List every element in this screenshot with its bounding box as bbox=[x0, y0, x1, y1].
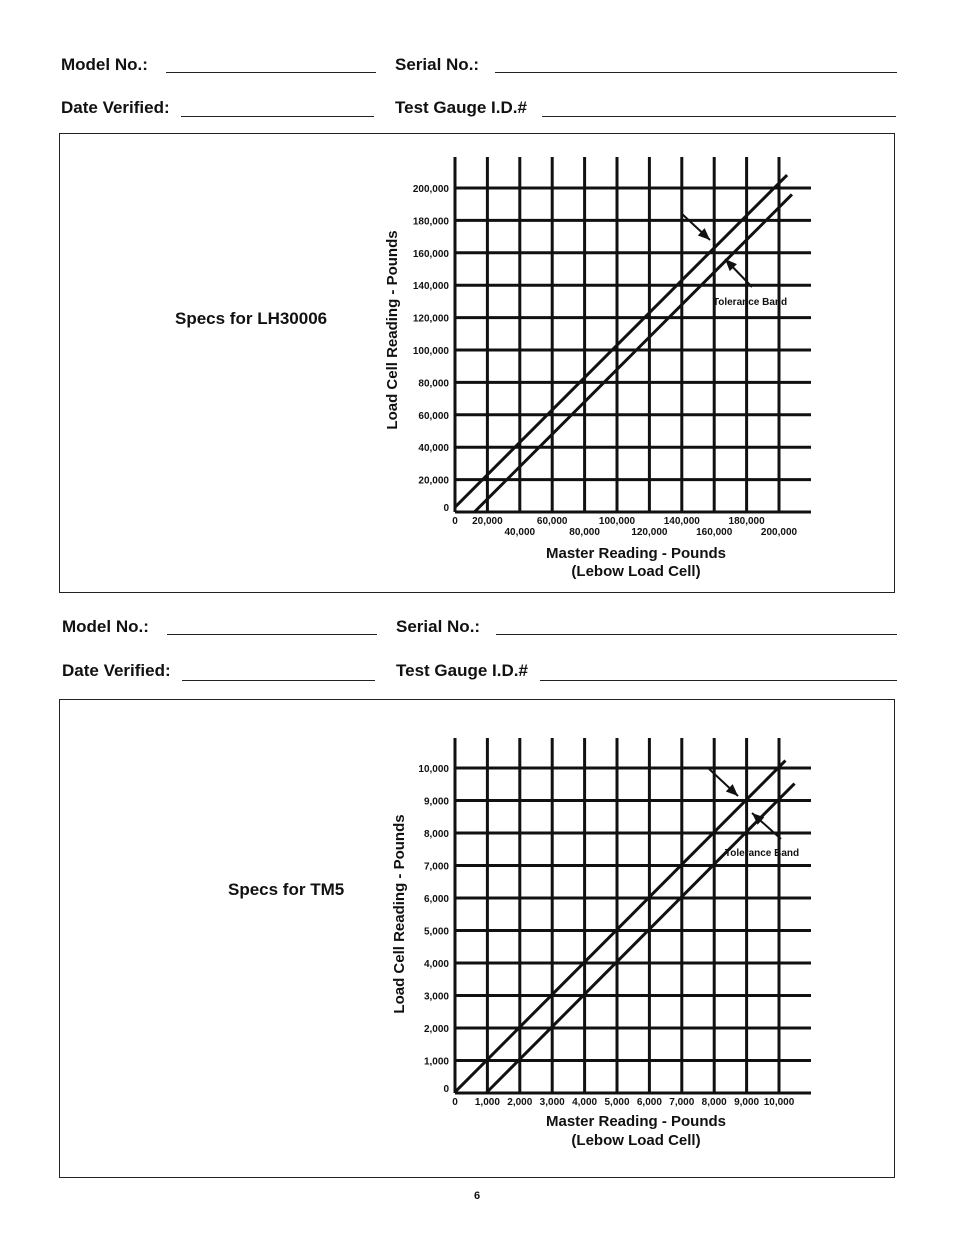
x-tick-label: 7,000 bbox=[669, 1097, 695, 1108]
y-tick-label: 0 bbox=[443, 1084, 449, 1095]
y-tick-label: 180,000 bbox=[412, 216, 449, 228]
x-tick-label: 9,000 bbox=[734, 1097, 760, 1108]
x-tick-label: 4,000 bbox=[572, 1097, 598, 1108]
x-tick-label: 5,000 bbox=[604, 1097, 630, 1108]
x-tick-label: 200,000 bbox=[760, 527, 798, 538]
model-label: Model No.: bbox=[62, 617, 149, 636]
tolerance-band-label: Tolerance Band bbox=[712, 297, 788, 308]
x-tick-label: 6,000 bbox=[636, 1097, 662, 1108]
x-tick-label: 100,000 bbox=[598, 516, 636, 527]
y-tick-label: 120,000 bbox=[412, 313, 449, 325]
x-tick-label: 1,000 bbox=[474, 1097, 500, 1108]
x-tick-label: 160,000 bbox=[696, 527, 733, 538]
y-tick-label: 40,000 bbox=[418, 443, 449, 455]
x-axis-sublabel: (Lebow Load Cell) bbox=[571, 1132, 701, 1149]
y-tick-label: 9,000 bbox=[423, 796, 449, 808]
y-tick-label: 5,000 bbox=[423, 926, 449, 938]
y-tick-label: 20,000 bbox=[418, 475, 449, 487]
y-tick-label: 100,000 bbox=[412, 346, 449, 357]
y-tick-label: 4,000 bbox=[423, 959, 449, 970]
model-label: Model No.: bbox=[61, 55, 148, 74]
date-label: Date Verified: bbox=[62, 661, 171, 680]
y-tick-label: 10,000 bbox=[418, 764, 449, 775]
x-axis-sublabel: (Lebow Load Cell) bbox=[571, 563, 701, 580]
y-tick-label: 160,000 bbox=[412, 248, 449, 260]
x-axis-label: Master Reading - Pounds bbox=[545, 1113, 727, 1130]
x-tick-label: 3,000 bbox=[539, 1097, 565, 1108]
chart-tm5 bbox=[391, 738, 811, 1149]
y-tick-label: 1,000 bbox=[423, 1056, 449, 1068]
y-tick-label: 140,000 bbox=[412, 281, 449, 293]
y-tick-label: 3,000 bbox=[423, 991, 449, 1003]
tolerance-line bbox=[455, 175, 787, 507]
tolerance-line bbox=[474, 194, 792, 512]
specs-title-2: Specs for TM5 bbox=[228, 880, 345, 899]
x-tick-label: 0 bbox=[452, 516, 458, 527]
y-tick-label: 200,000 bbox=[412, 184, 449, 195]
x-tick-label: 2,000 bbox=[507, 1097, 533, 1108]
x-tick-label: 60,000 bbox=[536, 516, 568, 527]
y-tick-label: 80,000 bbox=[418, 378, 449, 390]
y-tick-label: 8,000 bbox=[423, 829, 449, 840]
tolerance-band-label: Tolerance Band bbox=[724, 848, 800, 859]
y-tick-label: 60,000 bbox=[418, 410, 449, 422]
page-number: 6 bbox=[473, 1190, 481, 1202]
specs-title-1: Specs for LH30006 bbox=[175, 309, 328, 328]
gauge-label: Test Gauge I.D.# bbox=[395, 98, 527, 117]
y-axis-label: Load Cell Reading - Pounds bbox=[391, 814, 408, 1014]
y-tick-label: 7,000 bbox=[423, 861, 449, 873]
serial-label: Serial No.: bbox=[396, 617, 481, 636]
date-label: Date Verified: bbox=[61, 98, 170, 117]
x-tick-label: 40,000 bbox=[504, 527, 536, 538]
tolerance-line bbox=[455, 761, 785, 1093]
chart-lh30006 bbox=[384, 157, 811, 580]
x-axis-label: Master Reading - Pounds bbox=[545, 545, 727, 562]
x-tick-label: 0 bbox=[452, 1097, 458, 1108]
tolerance-line bbox=[486, 784, 794, 1093]
y-tick-label: 6,000 bbox=[423, 894, 449, 905]
serial-label: Serial No.: bbox=[395, 55, 480, 74]
x-tick-label: 80,000 bbox=[569, 527, 600, 538]
x-tick-label: 140,000 bbox=[663, 516, 700, 527]
y-axis-label: Load Cell Reading - Pounds bbox=[384, 230, 401, 430]
y-tick-label: 0 bbox=[443, 503, 449, 514]
y-tick-label: 2,000 bbox=[423, 1024, 449, 1035]
x-tick-label: 180,000 bbox=[728, 516, 765, 527]
x-tick-label: 10,000 bbox=[763, 1097, 795, 1108]
gauge-label: Test Gauge I.D.# bbox=[396, 661, 528, 680]
x-tick-label: 120,000 bbox=[631, 527, 668, 538]
x-tick-label: 8,000 bbox=[701, 1097, 727, 1108]
x-tick-label: 20,000 bbox=[472, 516, 503, 527]
